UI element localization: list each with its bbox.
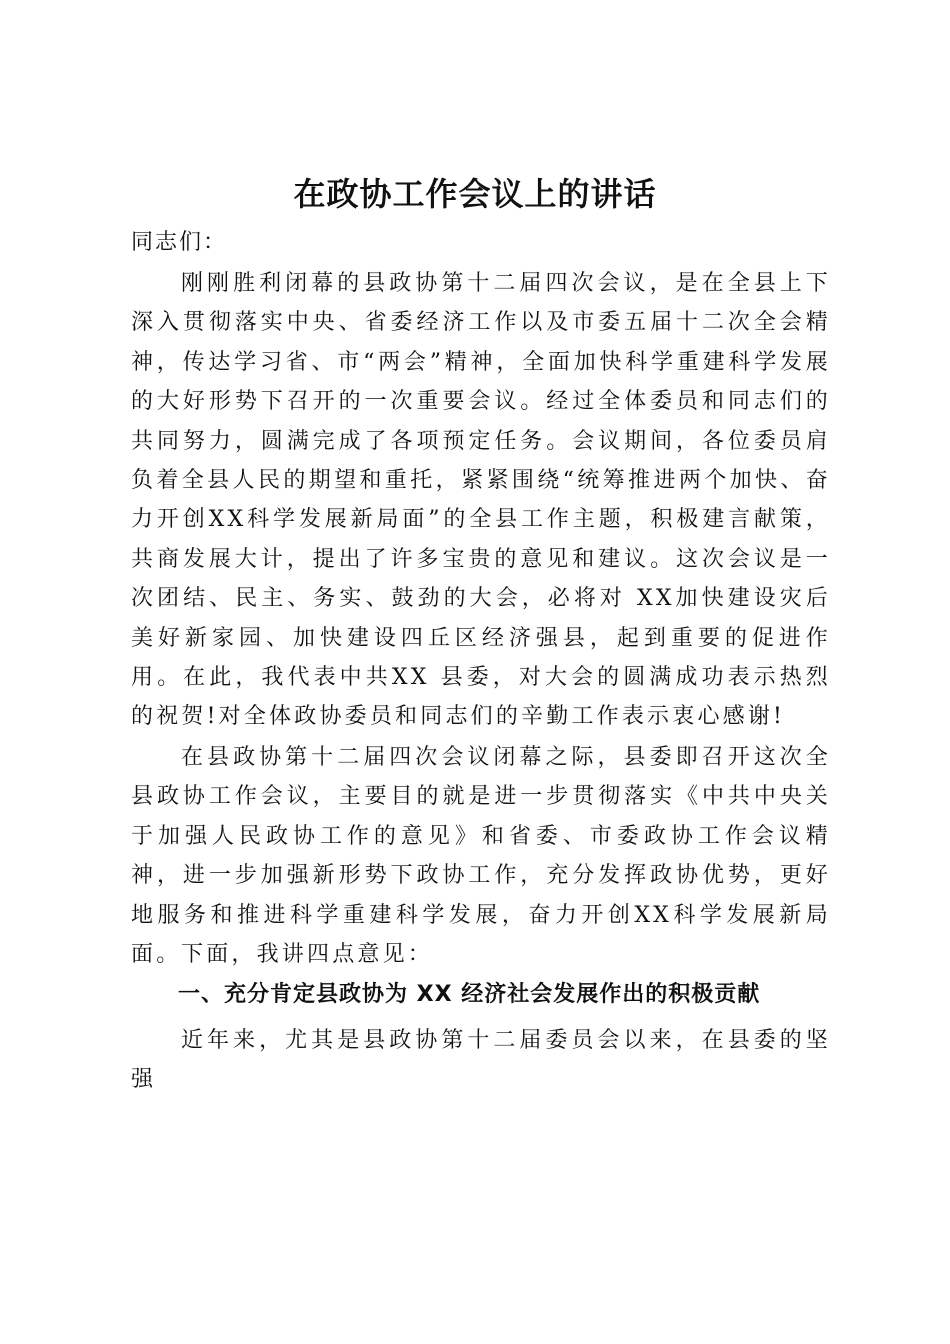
section-heading-1: 一、充分肯定县政协为 XX 经济社会发展作出的积极贡献	[178, 982, 761, 1007]
paragraph-intro-points: 下面，我讲四点意见：	[181, 942, 434, 967]
salutation: 同志们：	[131, 230, 228, 255]
paragraph-purpose: 在县政协第十二届四次会议闭幕之际，县委即召开这次全县政协工作会议，主要目的就是进一步贯彻落实《中共中央关于加强人民政协工作的意见》和省委、市委政协工作会议精神，进一步加强新形势下政协工作，充分发挥政协优势，更好地服务和推进科学重建科学发展，奋力开创XX科学发展新局面。	[131, 745, 831, 968]
paragraph-opening: 刚刚胜利闭幕的县政协第十二届四次会议，是在全县上下深入贯彻落实中央、省委经济工作以及市委五届十二次全会精神，传达学习省、市“两会”精神，全面加快科学重建科学发展的大好形势下召开的一次重要会议。经过全体委员和同志们的共同努力，圆满完成了各项预定任务。会议期间，各位委员肩负着全县人民的期望和重托，紧紧围绕“统筹推进两个加快、奋力开创XX科学发展新局面”的全县工作主题，积极建言献策，共商发展大计，提出了许多宝贵的意见和建议。这次会议是一次团结、民主、务实、鼓劲的大会，必将对 XX加快建设灾后美好新家园、加快建设四丘区经济强县，起到重要的促进作用。在此，我代表中共XX 县委，对大会的圆满成功表示热烈的祝贺!对全体政协委员和同志们的辛勤工作表示衷心感谢!	[131, 271, 831, 730]
document-title: 在政协工作会议上的讲话	[293, 175, 657, 213]
paragraph-section-1-start: 近年来，尤其是县政协第十二届委员会以来，在县委的坚强	[131, 1028, 831, 1093]
